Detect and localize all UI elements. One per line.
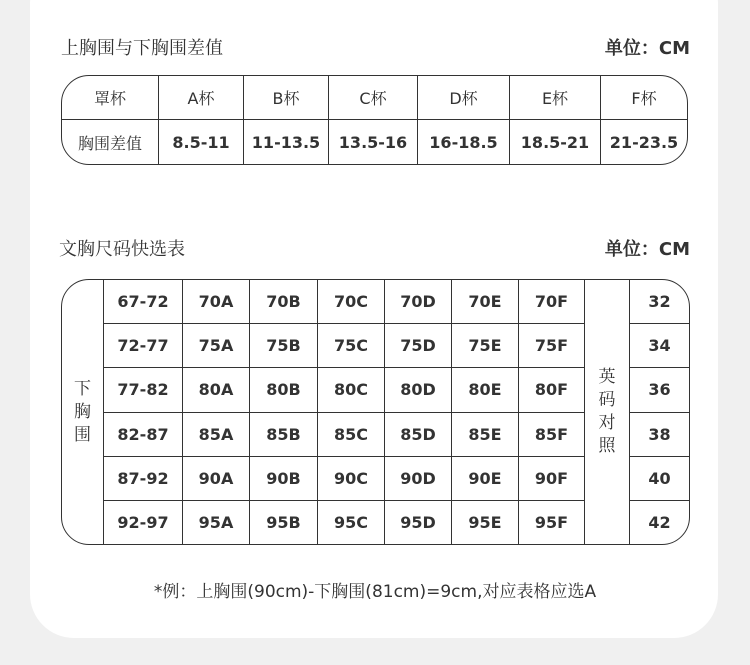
size-cell: 85E <box>451 413 518 456</box>
difference-value: 21-23.5 <box>609 132 679 152</box>
underbust-range: 77-82 <box>117 380 169 400</box>
example-note: *例：上胸围(90cm)-下胸围(81cm)=9cm,对应表格应选A <box>153 582 597 602</box>
cup-column <box>417 76 509 164</box>
underbust-range: 67-72 <box>117 292 169 312</box>
underbust-range: 92-97 <box>117 512 169 532</box>
cup-difference-unit: 单位：CM <box>604 38 690 59</box>
size-cell: 95B <box>249 501 317 544</box>
underbust-side-label <box>62 280 104 544</box>
difference-value: 16-18.5 <box>429 132 498 152</box>
us-size-side-label <box>584 280 630 544</box>
size-cell: 85B <box>249 413 317 456</box>
cup-label: B杯 <box>244 76 328 120</box>
cup-label: E杯 <box>510 76 600 120</box>
size-cell: 95A <box>182 501 249 544</box>
size-cell: 80C <box>317 368 384 411</box>
size-cell: 75E <box>451 324 518 367</box>
table-row <box>104 324 584 368</box>
size-cell: 70D <box>384 280 451 323</box>
size-cell: 90E <box>451 457 518 500</box>
table-row <box>104 280 584 324</box>
us-size-cell: 40 <box>630 457 689 501</box>
difference-value: 11-13.5 <box>251 132 321 152</box>
table-row <box>104 413 584 457</box>
us-size-column <box>630 280 689 544</box>
size-cell: 85C <box>317 413 384 456</box>
size-chart-title: 文胸尺码快选表 <box>59 239 185 260</box>
cup-column <box>243 76 328 164</box>
difference-row-label: 胸围差值 <box>77 133 142 153</box>
size-cell: 90A <box>182 457 249 500</box>
size-cell: 80B <box>249 368 317 411</box>
cup-column <box>158 76 243 164</box>
size-cell: 95E <box>451 501 518 544</box>
table-row <box>104 368 584 412</box>
size-cell: 80F <box>518 368 584 411</box>
size-chart-unit: 单位：CM <box>604 239 690 260</box>
table-row <box>104 457 584 501</box>
size-cell: 90B <box>249 457 317 500</box>
us-size-cell: 32 <box>630 280 689 324</box>
underbust-range: 72-77 <box>117 336 169 356</box>
size-cell: 75C <box>317 324 384 367</box>
table-row <box>104 501 584 544</box>
cup-header-label: 罩杯 <box>62 76 158 120</box>
size-cell: 95D <box>384 501 451 544</box>
size-cell: 90D <box>384 457 451 500</box>
size-cell: 90C <box>317 457 384 500</box>
cup-label: D杯 <box>418 76 509 120</box>
size-cell: 80E <box>451 368 518 411</box>
size-cell: 75D <box>384 324 451 367</box>
cup-label: C杯 <box>329 76 417 120</box>
us-size-cell: 34 <box>630 324 689 368</box>
cup-difference-table <box>61 75 688 165</box>
underbust-range: 82-87 <box>117 424 169 444</box>
cup-column <box>328 76 417 164</box>
bra-size-table <box>61 279 690 545</box>
difference-value: 18.5-21 <box>520 132 590 152</box>
size-cell: 70E <box>451 280 518 323</box>
cup-column <box>600 76 687 164</box>
difference-value: 13.5-16 <box>338 132 408 152</box>
size-grid <box>104 280 584 544</box>
size-cell: 70F <box>518 280 584 323</box>
size-cell: 95C <box>317 501 384 544</box>
size-cell: 80D <box>384 368 451 411</box>
us-size-cell: 38 <box>630 413 689 457</box>
size-cell: 85F <box>518 413 584 456</box>
cup-column <box>509 76 600 164</box>
cup-label: F杯 <box>601 76 687 120</box>
size-cell: 70C <box>317 280 384 323</box>
difference-value: 8.5-11 <box>172 132 230 152</box>
cup-label: A杯 <box>159 76 243 120</box>
size-cell: 85D <box>384 413 451 456</box>
size-cell: 75F <box>518 324 584 367</box>
us-size-label-text: 英码对照 <box>598 367 616 456</box>
size-cell: 85A <box>182 413 249 456</box>
cup-difference-title: 上胸围与下胸围差值 <box>61 38 223 59</box>
size-cell: 80A <box>182 368 249 411</box>
size-cell: 70B <box>249 280 317 323</box>
size-cell: 75B <box>249 324 317 367</box>
size-cell: 75A <box>182 324 249 367</box>
table-header-column <box>62 76 158 164</box>
size-cell: 90F <box>518 457 584 500</box>
us-size-cell: 42 <box>648 512 671 532</box>
us-size-cell: 36 <box>630 368 689 412</box>
underbust-label-text: 下胸围 <box>74 378 91 445</box>
underbust-range: 87-92 <box>117 468 169 488</box>
size-cell: 70A <box>182 280 249 323</box>
size-cell: 95F <box>518 501 584 544</box>
